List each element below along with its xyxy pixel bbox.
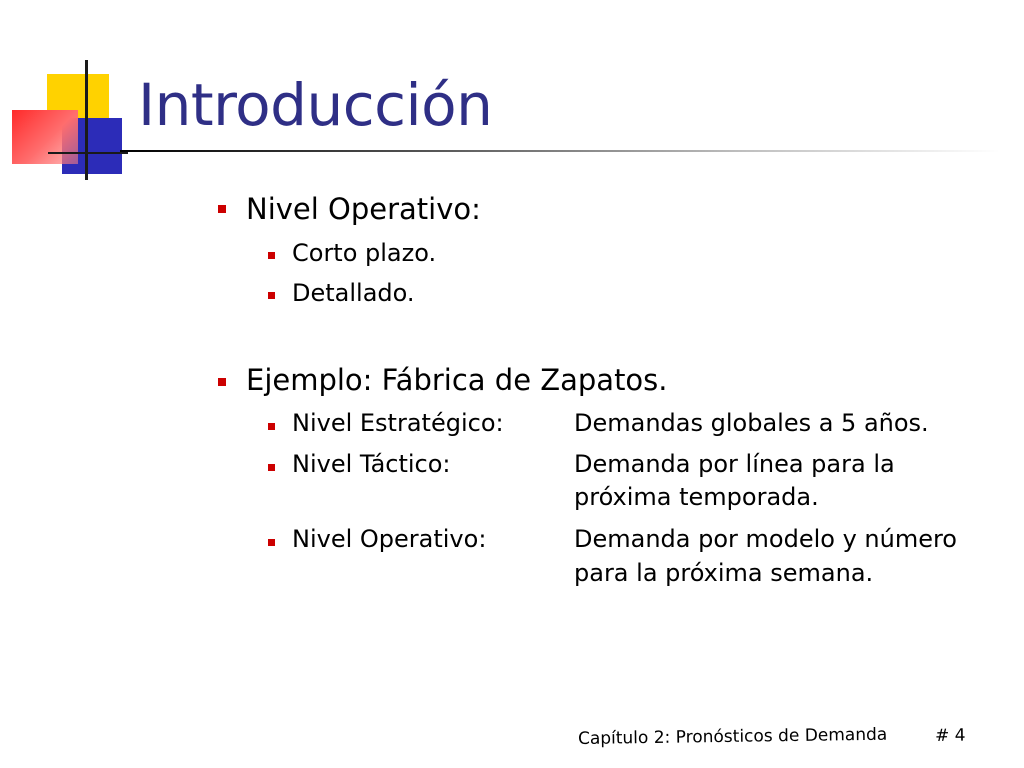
sub-item-label: Nivel Táctico: <box>292 450 451 478</box>
sub-bullet-marker <box>268 252 275 259</box>
footer-chapter: Capítulo 2: Pronósticos de Demanda <box>577 724 888 749</box>
sub-bullet-marker <box>268 464 275 471</box>
sub-bullet-marker <box>268 539 275 546</box>
sub-item-description: Demanda por línea para la <box>574 450 895 478</box>
bullet-marker <box>218 205 226 213</box>
sub-item-description: Demandas globales a 5 años. <box>574 409 929 437</box>
section-heading: Nivel Operativo: <box>246 192 481 226</box>
section-heading: Ejemplo: Fábrica de Zapatos. <box>246 363 668 397</box>
sub-bullet-marker <box>268 292 275 299</box>
sub-item-description: Demanda por modelo y número <box>574 525 957 553</box>
sub-bullet-marker <box>268 423 275 430</box>
sub-item-label: Detallado. <box>292 279 415 307</box>
sub-item-description-cont: para la próxima semana. <box>574 559 874 587</box>
sub-item-label: Nivel Estratégico: <box>292 409 504 437</box>
sub-item-description-cont: próxima temporada. <box>574 483 819 511</box>
sub-item-label: Corto plazo. <box>292 239 437 267</box>
slide-title: Introducción <box>138 71 493 139</box>
bullet-marker <box>218 378 226 386</box>
sub-item-label: Nivel Operativo: <box>292 525 487 553</box>
footer-page-number: # 4 <box>934 725 966 746</box>
